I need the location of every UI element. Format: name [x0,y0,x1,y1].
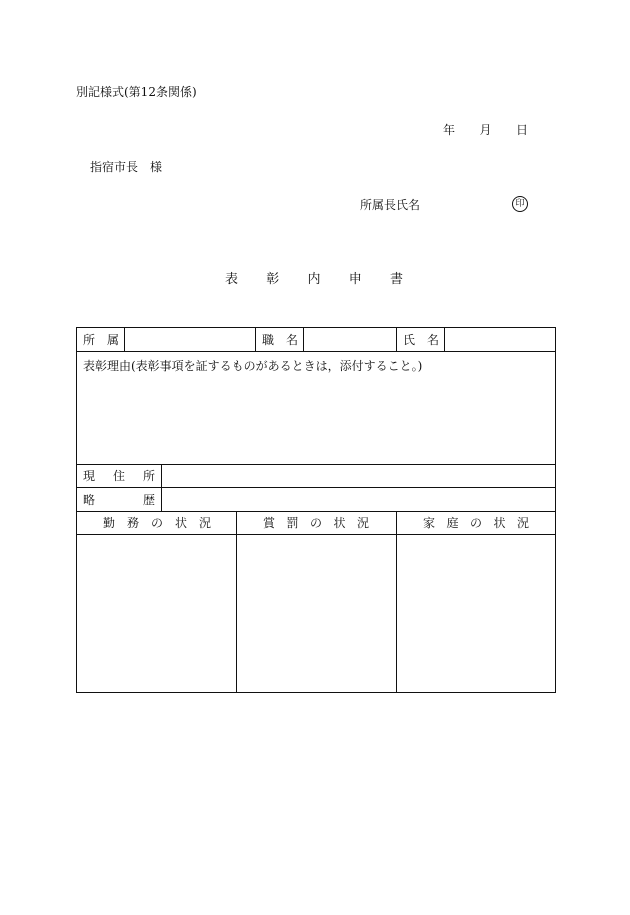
work-status-header [103,516,211,530]
header-char: 賞 [263,516,276,530]
row-divider [77,511,555,512]
title-char: 彰 [266,272,280,287]
address-char: 現 [83,469,96,483]
document-title [225,273,403,287]
address-char: 住 [112,469,125,483]
recommendation-form-table [76,327,556,693]
col-divider [255,328,256,351]
header-char: 況 [198,516,211,530]
header-char: の [309,516,322,530]
col-divider [236,511,237,693]
date-line [443,123,528,137]
form-reference: 別記様式(第12条関係) [76,85,197,99]
header-char: 務 [126,516,139,530]
address-char: 所 [142,469,155,483]
header-char: 状 [333,516,346,530]
applicant-name-label: 所属長氏名 [360,198,421,212]
header-char: 家 [423,516,436,530]
date-day: 日 [515,123,528,137]
name-label: 氏 名 [403,333,440,347]
history-char: 略 [83,493,96,507]
reward-punishment-header [263,516,369,530]
title-char: 表 [225,272,239,287]
title-char: 申 [348,272,362,287]
header-char: の [469,516,482,530]
family-status-header [423,516,529,530]
row-divider [77,351,555,352]
header-char: の [150,516,163,530]
position-label: 職 名 [262,333,299,347]
row-divider [77,464,555,465]
header-char: 勤 [103,516,116,530]
history-char: 歴 [142,493,155,507]
title-char: 内 [307,272,321,287]
header-char: 状 [493,516,506,530]
col-divider [396,328,397,351]
row-divider [77,487,555,488]
history-label [83,493,155,507]
reason-label: 表彰理由(表彰事項を証するものがあるときは，添付すること。) [83,359,423,373]
seal-mark: 印 [512,196,528,212]
header-char: 庭 [446,516,459,530]
col-divider [124,328,125,351]
header-char: 況 [356,516,369,530]
col-divider [303,328,304,351]
date-year: 年 [443,123,456,137]
row-divider [77,534,555,535]
date-month: 月 [479,123,492,137]
header-char: 況 [516,516,529,530]
title-char: 書 [389,272,403,287]
header-char: 状 [174,516,187,530]
addressee: 指宿市長 様 [90,160,163,174]
header-char: 罰 [286,516,299,530]
col-divider [444,328,445,351]
affiliation-label: 所 属 [83,333,120,347]
col-divider [396,511,397,693]
address-label [83,469,155,483]
col-divider [161,464,162,511]
